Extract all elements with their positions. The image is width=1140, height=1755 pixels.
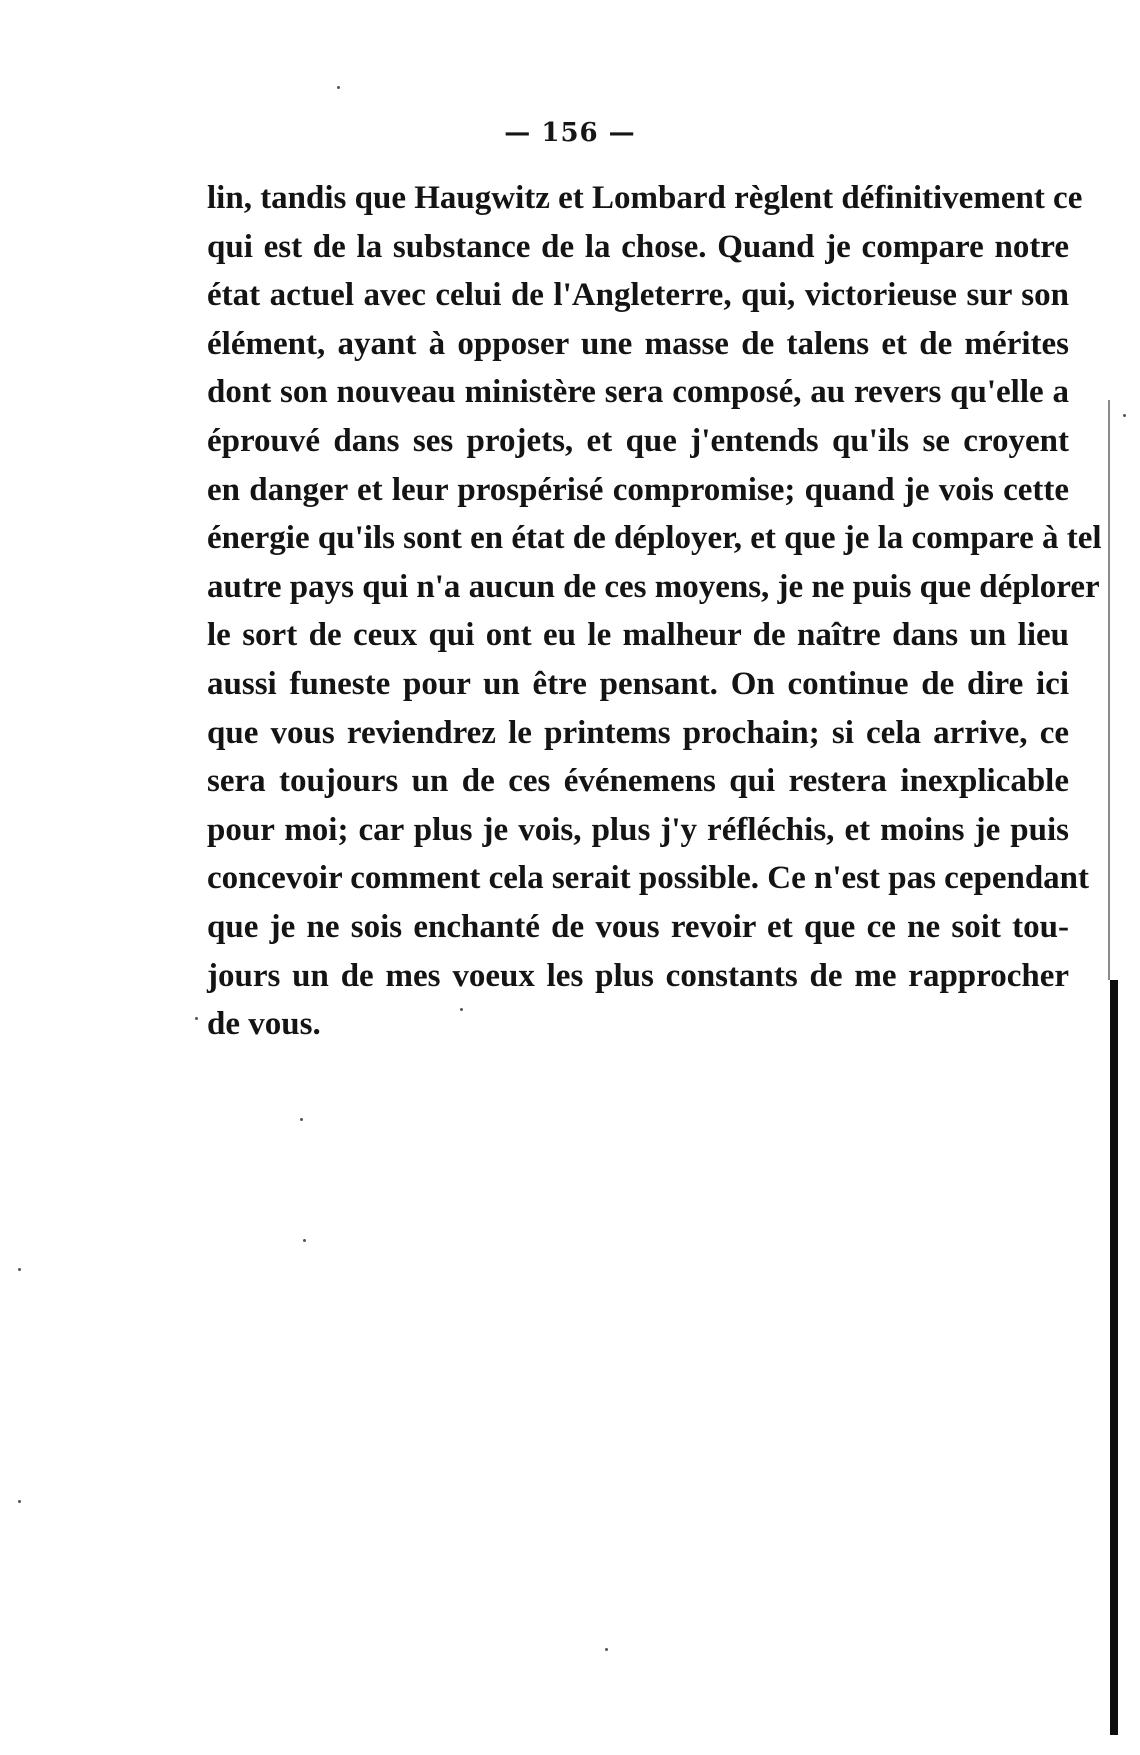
text-line: état actuel avec celui de l'Angleterre, qui, victorieuse sur son: [207, 277, 1069, 314]
text-line: autre pays qui n'a aucun de ces moyens, je ne puis que déplorer: [207, 568, 1100, 605]
text-line: qui est de la substance de la chose. Quand je compare notre: [207, 228, 1069, 265]
text-line: que vous reviendrez le printems prochain; si cela arrive, ce: [207, 714, 1069, 751]
text-line: lin, tandis que Haugwitz et Lombard règlent définitivement ce: [207, 180, 1083, 216]
scan-speck: [303, 1239, 306, 1242]
text-line: éprouvé dans ses projets, et que j'entends qu'ils se croyent: [207, 422, 1069, 459]
text-line: énergie qu'ils sont en état de déployer, et que je la compare à tel: [207, 520, 1102, 557]
scan-speck: [337, 86, 340, 89]
scan-speck: [300, 1118, 303, 1121]
binding-edge: [1110, 980, 1118, 1735]
scan-speck: [195, 1017, 198, 1020]
binding-shadow: [1108, 400, 1110, 980]
text-line: de vous.: [207, 1006, 321, 1043]
text-line: sera toujours un de ces événemens qui restera inexplicable: [207, 763, 1069, 800]
text-line: jours un de mes voeux les plus constants de me rapprocher: [207, 957, 1069, 994]
scan-speck: [18, 1268, 21, 1271]
text-line: le sort de ceux qui ont eu le malheur de naître dans un lieu: [207, 617, 1069, 654]
body-text: [207, 174, 1102, 1049]
text-line: aussi funeste pour un être pensant. On continue de dire ici: [207, 665, 1069, 702]
text-line: élément, ayant à opposer une masse de talens et de mérites: [207, 325, 1069, 362]
scan-speck: [18, 1500, 21, 1503]
text-line: dont son nouveau ministère sera composé, au revers qu'elle a: [207, 374, 1069, 411]
scan-speck: [460, 1008, 463, 1011]
text-line: concevoir comment cela serait possible. Ce n'est pas cependant: [207, 860, 1090, 897]
text-line: en danger et leur prospérisé compromise; quand je vois cette: [207, 471, 1069, 508]
page-number: — 156 —: [504, 118, 636, 148]
scan-speck: [1123, 414, 1126, 417]
scan-speck: [605, 1648, 608, 1651]
text-line: que je ne sois enchanté de vous revoir et que ce ne soit tou-: [207, 908, 1069, 945]
text-line: pour moi; car plus je vois, plus j'y réfléchis, et moins je puis: [207, 811, 1069, 848]
